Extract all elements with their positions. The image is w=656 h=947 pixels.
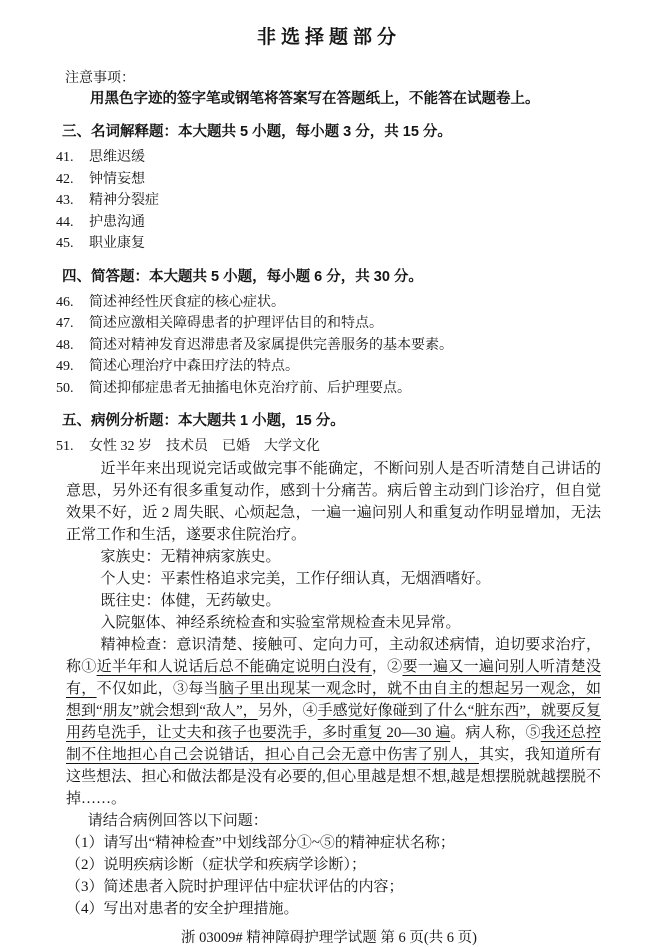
page-title: 非选择题部分 bbox=[256, 27, 401, 48]
exam-segment: 精神检查：意识清楚、接触可、定向力可，主动叙述病情，迫切要求治疗，称① bbox=[66, 636, 601, 675]
short-answer-item bbox=[56, 292, 602, 314]
question-number: 44. bbox=[56, 214, 74, 230]
case-sub-question: （4）写出对患者的安全护理措施。 bbox=[66, 900, 299, 917]
short-answer-item bbox=[56, 378, 602, 400]
question-number: 42. bbox=[56, 171, 74, 187]
case-body bbox=[66, 458, 601, 920]
exam-underlined-segment: 近半年和人说话后总不能确定说明白没有 bbox=[96, 658, 372, 675]
case-sub-question: （1）请写出“精神检查”中划线部分①~⑤的精神症状名称； bbox=[66, 834, 455, 851]
short-answer-item bbox=[56, 356, 602, 378]
section-short-answer bbox=[56, 266, 602, 400]
section-heading: 五、病例分析题：本大题共 1 小题，15 分。 bbox=[62, 413, 345, 429]
question-text: 职业康复 bbox=[89, 236, 145, 251]
term-item bbox=[56, 190, 602, 212]
admission-exam-line: 入院躯体、神经系统检查和实验室常规检查未见异常。 bbox=[100, 614, 461, 631]
term-item bbox=[56, 233, 602, 255]
question-text: 护患沟通 bbox=[89, 214, 145, 230]
exam-segment: 。病人称，⑤ bbox=[450, 724, 541, 741]
exam-segment: ，② bbox=[371, 658, 403, 675]
question-number: 51. bbox=[56, 439, 74, 454]
question-number: 48. bbox=[56, 337, 74, 353]
section-case-analysis bbox=[56, 410, 602, 920]
question-text: 简述神经性厌食症的核心症状。 bbox=[89, 294, 285, 310]
exam-segment: 另外，④ bbox=[257, 702, 318, 719]
term-item bbox=[56, 147, 602, 169]
short-answer-item bbox=[56, 335, 602, 357]
question-number: 50. bbox=[56, 380, 74, 396]
question-text: 思维迟缓 bbox=[89, 150, 145, 165]
section-heading: 三、名词解释题：本大题共 5 小题，每小题 3 分，共 15 分。 bbox=[62, 124, 452, 140]
personal-history-line: 个人史：平素性格追求完美，工作仔细认真，无烟酒嗜好。 bbox=[100, 570, 491, 587]
question-text: 简述心理治疗中森田疗法的特点。 bbox=[89, 359, 299, 374]
exam-underlined-segment: 手感觉好像碰到了什么“脏东西”，就要反复用药皂洗手，让丈夫和孩子也要洗手，多时重复 20—30 遍 bbox=[66, 702, 601, 741]
notice-text: 用黑色字迹的签字笔或钢笔将答案写在答题纸上，不能答在试题卷上。 bbox=[90, 91, 540, 107]
question-text: 简述对精神发育迟滞患者及家属提供完善服务的基本要素。 bbox=[89, 337, 453, 353]
past-history-line: 既往史：体健，无药敏史。 bbox=[100, 592, 281, 609]
case-sub-question: （3）简述患者入院时护理评估中症状评估的内容； bbox=[66, 878, 404, 895]
question-text: 简述应激相关障碍患者的护理评估目的和特点。 bbox=[89, 316, 383, 331]
patient-profile: 女性 32 岁 技术员 已婚 大学文化 bbox=[89, 439, 320, 454]
notice-label: 注意事项： bbox=[65, 69, 135, 85]
exam-underlined-segment: 要一遍又一遍问别人听清楚没有， bbox=[66, 658, 601, 697]
family-history-line: 家族史：无精神病家族史。 bbox=[100, 548, 281, 565]
term-item bbox=[56, 169, 602, 191]
question-text: 简述抑郁症患者无抽搐电休克治疗前、后护理要点。 bbox=[89, 380, 411, 396]
term-item bbox=[56, 212, 602, 234]
question-text: 钟情妄想 bbox=[89, 171, 145, 187]
exam-underlined-segment: 脑子里出现某一观念时，就不由自主的想起另一观念，如想到“朋友”就会想到“敌人”， bbox=[66, 680, 601, 719]
question-number: 46. bbox=[56, 294, 74, 310]
question-number: 43. bbox=[56, 193, 74, 208]
question-number: 47. bbox=[56, 316, 74, 331]
page-footer: 浙 03009# 精神障碍护理学试题 第 6 页(共 6 页) bbox=[180, 929, 478, 946]
short-answer-item bbox=[56, 313, 602, 335]
question-text: 精神分裂症 bbox=[89, 193, 159, 208]
question-number: 45. bbox=[56, 236, 74, 251]
exam-underlined-segment: 我还总控制不住地担心自己会说错话，担心自己会无意中伤害了别人， bbox=[66, 724, 601, 763]
mental-exam-paragraph bbox=[66, 634, 601, 810]
question-number: 41. bbox=[56, 150, 74, 165]
exam-segment: 不仅如此，③每当 bbox=[96, 680, 219, 697]
case-sub-question: （2）说明疾病诊断（症状学和疾病学诊断）； bbox=[66, 856, 367, 873]
exam-segment: 其实，我知道所有这些想法、担心和做法都是没有必要的,但心里越是想不想,越是想摆脱就越摆脱不掉……。 bbox=[66, 746, 601, 807]
notice-block bbox=[56, 67, 602, 110]
question-number: 49. bbox=[56, 359, 74, 374]
section-term-definitions bbox=[56, 121, 602, 255]
case-question-prompt: 请结合病例回答以下问题： bbox=[87, 812, 268, 829]
case-item-header bbox=[56, 436, 602, 458]
case-history-paragraph: 近半年来出现说完话或做完事不能确定，不断问别人是否听清楚自己讲话的意思，另外还有很多重复动作，感到十分痛苦。病后曾主动到门诊治疗，但自觉效果不好，近 2 周失眠、心烦起急，一遍一遍问别人和重复动作明显增加，无法正常工作和生活，遂要求住院治疗。 bbox=[66, 460, 601, 543]
section-heading: 四、简答题：本大题共 5 小题，每小题 6 分，共 30 分。 bbox=[62, 268, 423, 285]
